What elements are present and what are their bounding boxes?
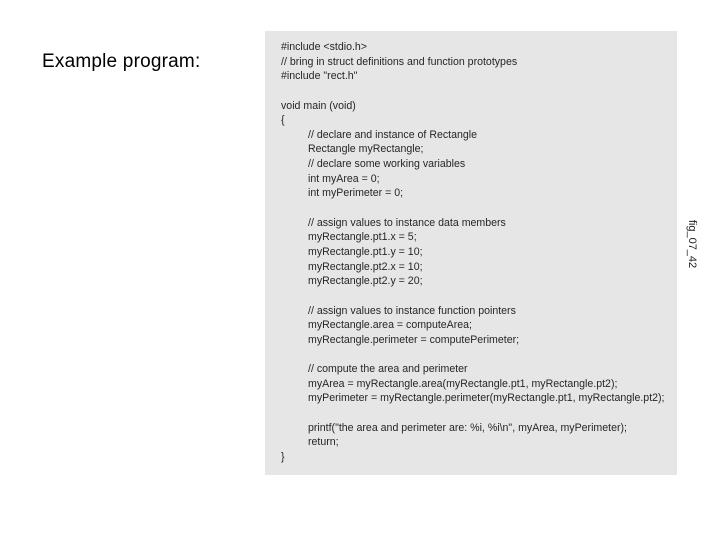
code-line: // assign values to instance data members	[308, 216, 506, 229]
code-line: #include "rect.h"	[281, 70, 358, 83]
code-blank-line	[281, 289, 665, 304]
code-figure	[265, 31, 677, 475]
code-line: int myArea = 0;	[308, 172, 380, 185]
code-line: #include <stdio.h>	[281, 41, 367, 53]
code-line: // assign values to instance function pointers	[308, 304, 516, 317]
code-line: return;	[308, 436, 339, 449]
figure-label: fig_07_42	[686, 219, 698, 269]
code-line: myRectangle.pt2.x = 10;	[308, 260, 423, 273]
code-line: myRectangle.perimeter = computePerimeter;	[308, 333, 520, 346]
code-line: // compute the area and perimeter	[308, 363, 468, 376]
code-blank-line	[281, 406, 665, 421]
code-line: myPerimeter = myRectangle.perimeter(myRectangle.pt1, myRectangle.pt2);	[308, 392, 665, 405]
slide-title: Example program:	[42, 51, 201, 72]
code-line: int myPerimeter = 0;	[308, 187, 404, 200]
code-line: myRectangle.pt2.y = 20;	[308, 275, 423, 288]
code-blank-line	[281, 84, 665, 99]
code-line: Rectangle myRectangle;	[308, 143, 424, 156]
code-line: myRectangle.pt1.y = 10;	[308, 245, 423, 258]
code-line: myArea = myRectangle.area(myRectangle.pt1, myRectangle.pt2);	[308, 377, 618, 390]
code-line: {	[281, 114, 285, 127]
code-blank-line	[281, 201, 665, 216]
code-line: myRectangle.area = computeArea;	[308, 319, 472, 332]
code-line: }	[281, 450, 285, 463]
code-line: void main (void)	[281, 99, 356, 112]
code-line: myRectangle.pt1.x = 5;	[308, 231, 417, 244]
code-line: // declare and instance of Rectangle	[308, 128, 478, 141]
code-line: // declare some working variables	[308, 158, 466, 171]
code-line: printf("the area and perimeter are: %i, %i\n", myArea, myPerimeter);	[308, 421, 627, 434]
code-block	[281, 40, 665, 465]
code-blank-line	[281, 347, 665, 362]
code-line: // bring in struct definitions and function prototypes	[281, 55, 518, 68]
